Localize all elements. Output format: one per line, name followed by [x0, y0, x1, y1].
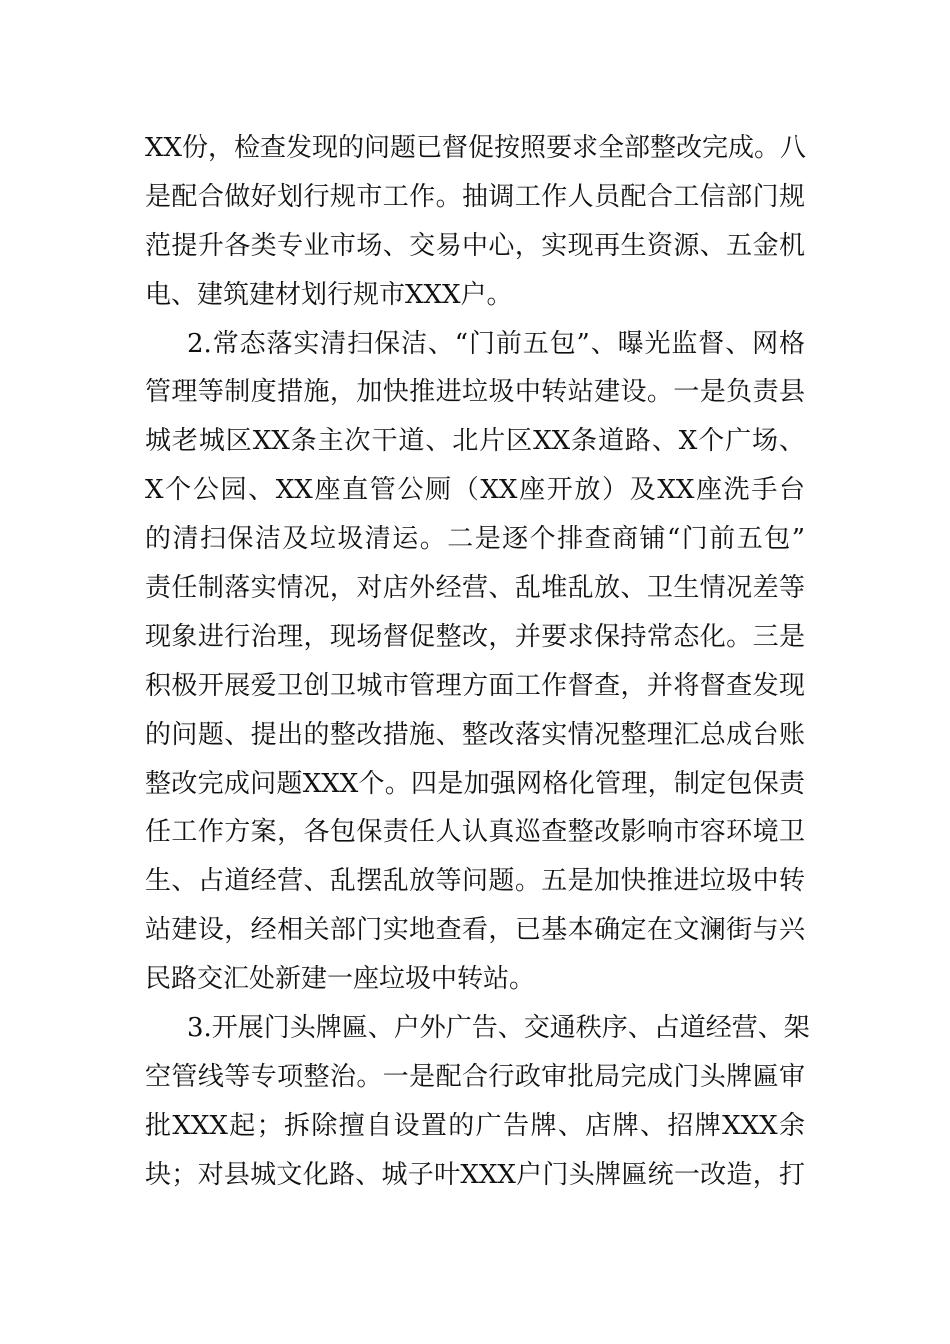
text-line: 管理等制度措施，加快推进垃圾中转站建设。一是负责县	[145, 377, 805, 408]
text-line: 范提升各类专业市场、交易中心，实现再生资源、五金机	[145, 230, 805, 261]
text-line: XX份，检查发现的问题已督促按照要求全部整改完成。八	[145, 133, 807, 163]
text-line: 2.常态落实清扫保洁、“门前五包”、曝光监督、网格	[187, 328, 805, 359]
text-line: 的问题、提出的整改措施、整改落实情况整理汇总成台账	[145, 719, 805, 750]
text-line: 块；对县城文化路、城子叶XXX户门头牌匾统一改造，打	[145, 1159, 805, 1190]
text-line: 责任制落实情况，对店外经营、乱堆乱放、卫生情况差等	[145, 573, 805, 604]
text-line: 积极开展爱卫创卫城市管理方面工作督查，并将督查发现	[145, 670, 805, 701]
text-line: 民路交汇处新建一座垃圾中转站。	[145, 964, 536, 995]
text-line: 整改完成问题XXX个。四是加强网格化管理，制定包保责	[145, 768, 805, 799]
text-line: 批XXX起；拆除擅自设置的广告牌、店牌、招牌XXX余	[145, 1110, 805, 1141]
paragraph-1	[145, 124, 805, 320]
text-line: 任工作方案，各包保责任人认真巡查整改影响市容环境卫	[145, 817, 805, 848]
text-line: 空管线等专项整治。一是配合行政审批局完成门头牌匾审	[145, 1061, 805, 1092]
text-line: 电、建筑建材划行规市XXX户。	[145, 279, 513, 310]
text-line: 城老城区XX条主次干道、北片区XX条道路、X个广场、	[145, 426, 805, 457]
text-line: X个公园、XX座直管公厕（XX座开放）及XX座洗手台	[145, 475, 805, 506]
text-line: 现象进行治理，现场督促整改，并要求保持常态化。三是	[145, 621, 805, 652]
text-line: 3.开展门头牌匾、户外广告、交通秩序、占道经营、架	[187, 1013, 810, 1044]
paragraph-2	[145, 320, 805, 1004]
text-line: 站建设，经相关部门实地查看，已基本确定在文澜街与兴	[145, 915, 805, 946]
text-line: 是配合做好划行规市工作。抽调工作人员配合工信部门规	[145, 181, 805, 212]
text-line: 生、占道经营、乱摆乱放等问题。五是加快推进垃圾中转	[145, 866, 805, 897]
document-body	[145, 124, 810, 1200]
paragraph-3	[145, 1004, 810, 1200]
text-line: 的清扫保洁及垃圾清运。二是逐个排查商铺“门前五包”	[145, 524, 805, 555]
